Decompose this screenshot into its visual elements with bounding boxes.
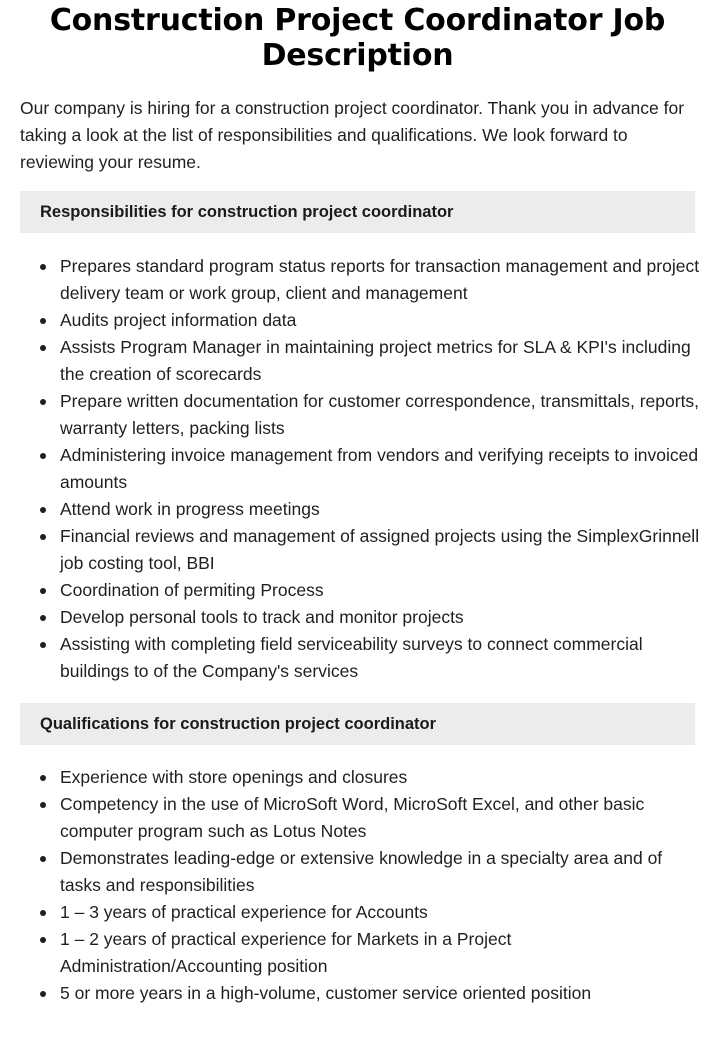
list-item: Audits project information data (20, 307, 700, 334)
responsibilities-list (20, 253, 700, 685)
list-item: Administering invoice management from vendors and verifying receipts to invoiced amounts (20, 442, 700, 496)
intro-paragraph: Our company is hiring for a construction project coordinator. Thank you in advance for taking a look at the list of responsibilities and qualifications. We look forward to reviewing your resume. (20, 98, 685, 172)
list-item: 1 – 3 years of practical experience for Accounts (20, 899, 700, 926)
list-item: Competency in the use of MicroSoft Word, MicroSoft Excel, and other basic computer program such as Lotus Notes (20, 791, 700, 845)
responsibilities-heading: Responsibilities for construction project coordinator (20, 191, 695, 233)
qualifications-list (20, 764, 700, 1007)
list-item: 1 – 2 years of practical experience for Markets in a Project Administration/Accounting position (20, 926, 700, 980)
list-item: 5 or more years in a high-volume, customer service oriented position (20, 980, 700, 1007)
list-item: Experience with store openings and closures (20, 764, 700, 791)
list-item: Develop personal tools to track and monitor projects (20, 604, 700, 631)
list-item: Assisting with completing field serviceability surveys to connect commercial buildings to of the Company's services (20, 631, 700, 685)
page-title: Construction Project Coordinator Job Description (49, 3, 666, 73)
list-item: Prepare written documentation for customer correspondence, transmittals, reports, warranty letters, packing lists (20, 388, 700, 442)
qualifications-heading: Qualifications for construction project coordinator (20, 703, 695, 745)
list-item: Attend work in progress meetings (20, 496, 700, 523)
list-item: Financial reviews and management of assigned projects using the SimplexGrinnell job costing tool, BBI (20, 523, 700, 577)
list-item: Assists Program Manager in maintaining project metrics for SLA & KPI's including the creation of scorecards (20, 334, 700, 388)
list-item: Demonstrates leading-edge or extensive knowledge in a specialty area and of tasks and responsibilities (20, 845, 700, 899)
list-item: Prepares standard program status reports for transaction management and project delivery team or work group, client and management (20, 253, 700, 307)
list-item: Coordination of permiting Process (20, 577, 700, 604)
